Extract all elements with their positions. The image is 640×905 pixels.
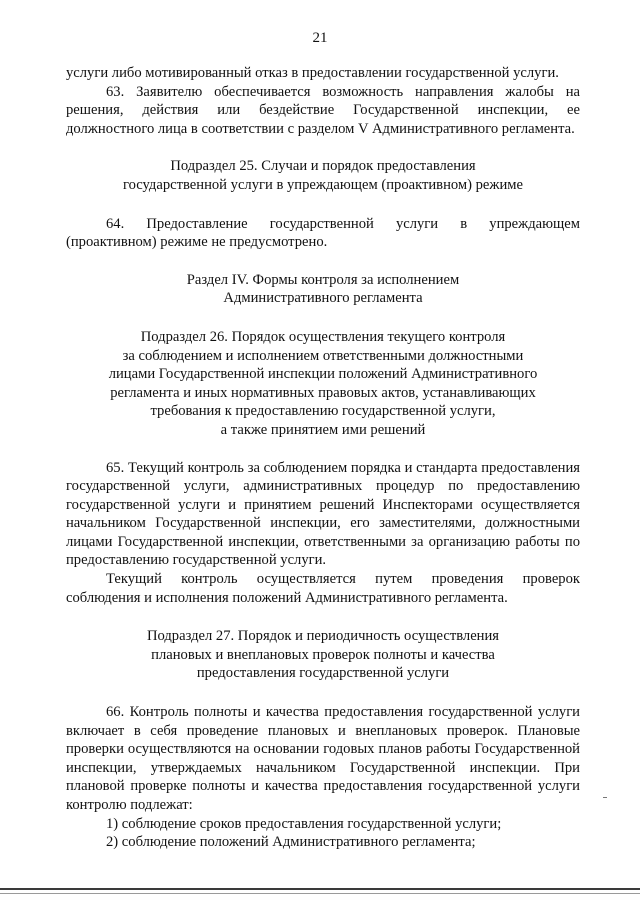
paragraph-item-66: 66. Контроль полноты и качества предоставления государственной услуги включает в себя проведение плановых и внеплановых проверок. Плановые проверки осуществляются на основании годовых планов работы Государственной инспекции, утверждаемых начальником Государственной инспекции. При плановой проверке полноты и качества предоставления государственной услуги контролю подлежат: [66,704,580,813]
subsection-27-heading [66,627,580,683]
heading-line: Раздел IV. Формы контроля за исполнением [186,271,460,288]
paragraph-item-65-continuation: Текущий контроль осуществляется путем проведения проверок соблюдения и исполнения положений Административного регламента. [66,571,580,606]
subsection-26-heading [66,328,580,440]
heading-line: плановых и внеплановых проверок полноты и качества [151,646,495,663]
spacer [66,138,580,157]
heading-line: Подраздел 25. Случаи и порядок предоставления [170,158,476,175]
heading-line: предоставления государственной услуги [196,665,450,682]
scan-edge-line [0,893,640,894]
paragraph-item-65: 65. Текущий контроль за соблюдением порядка и стандарта предоставления государственной услуги, административных процедур по предоставлению государственной услуги и принятием решений Инспекторами осуществляется начальником Государственной инспекции, его заместителями, должностными лицами Государственной инспекции, ответственными за организацию работы по предоставлению государственной услуги. [66,459,580,569]
heading-line: требования к предоставлению государственной услуги, [150,403,496,420]
spacer [66,683,580,703]
heading-line: за соблюдением и исполнением ответственными должностными [122,347,524,364]
spacer [66,195,580,215]
section-4-heading [66,271,580,308]
paragraph-item-64: 64. Предоставление государственной услуги в упреждающем (проактивном) режиме не предусмотрено. [66,215,580,251]
heading-line: лицами Государственной инспекции положений Административного [108,366,538,383]
page-content [66,64,580,852]
spacer [66,308,580,328]
spacer [66,440,580,459]
paragraph-continuation: услуги либо мотивированный отказ в предоставлении государственной услуги. [66,65,559,81]
heading-line: регламента и иных нормативных правовых актов, устанавливающих [110,384,536,401]
subsection-25-heading [66,157,580,194]
scan-edge-line [0,888,640,890]
list-item: 2) соблюдение положений Административного регламента; [106,834,476,851]
list-item: 1) соблюдение сроков предоставления государственной услуги; [106,815,502,832]
heading-line: государственной услуги в упреждающем (проактивном) режиме [122,176,524,193]
page-number: 21 [312,30,328,46]
paragraph-item-63: 63. Заявителю обеспечивается возможность направления жалобы на решения, действия или бездействие Государственной инспекции, ее должностного лица в соответствии с разделом V Административного регламента. [66,83,580,137]
spacer [66,252,580,271]
heading-line: а также принятием ими решений [220,421,426,438]
heading-line: Подраздел 26. Порядок осуществления текущего контроля [140,328,506,345]
spacer [66,607,580,627]
heading-line: Подраздел 27. Порядок и периодичность осуществления [146,628,500,645]
heading-line: Административного регламента [223,290,423,307]
scan-artifact [603,797,607,798]
